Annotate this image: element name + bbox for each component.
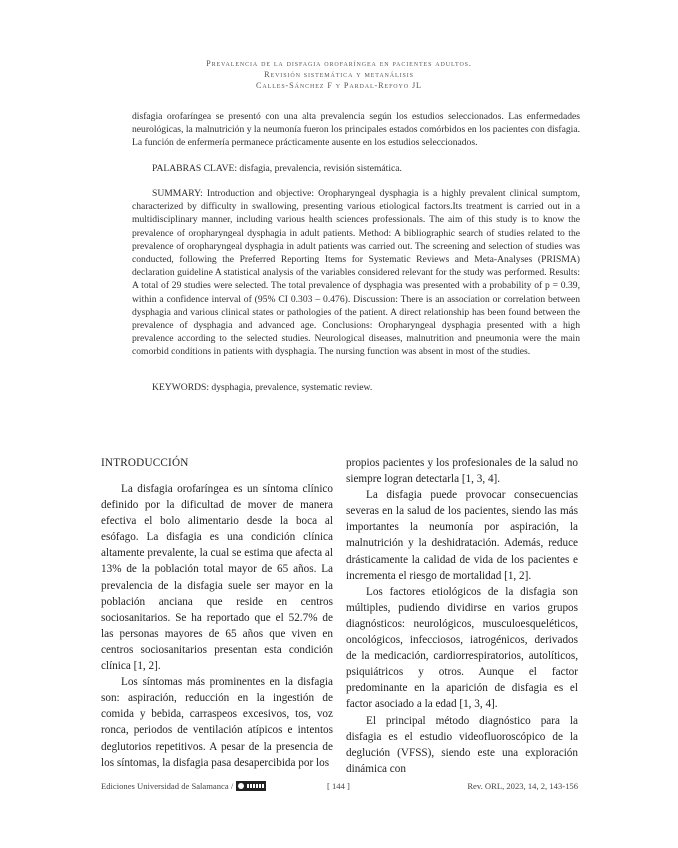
footer-publisher-text: Ediciones Universidad de Salamanca / [101, 781, 234, 791]
journal-citation: Rev. ORL, 2023, 14, 2, 143-156 [467, 781, 578, 791]
page-footer [101, 781, 578, 795]
running-head-subtitle: Revisión sistemática y metanálisis [264, 70, 414, 79]
running-head-title: Prevalencia de la disfagia orofaríngea en pacientes adultos. [206, 59, 472, 68]
running-head [0, 58, 678, 91]
keywords-spanish-text: PALABRAS CLAVE: disfagia, prevalencia, revisión sistemática. [152, 163, 402, 174]
cc-license-icon[interactable] [236, 781, 266, 791]
keywords-english-text: KEYWORDS: dysphagia, prevalence, systematic review. [152, 382, 373, 393]
keywords-spanish [132, 162, 580, 175]
body-paragraph: La disfagia orofaríngea es un síntoma clínico definido por la dificultad de mover de manera efectiva el bolo alimentario desde la boca al esófago. La disfagia es una condición clínica altamente prevalente, la cual se estima que afecta al 13% de la población total mayor de 65 años. La prevalencia de la disfagia suele ser mayor en la población anciana que reside en centros sociosanitarios. Se ha reportado que el 52.7% de las personas mayores de 65 años que viven en centros sociosanitarios presentan esta condición clínica [1, 2]. [101, 483, 333, 673]
body-column-left [101, 455, 333, 771]
body-paragraph: Los síntomas más prominentes en la disfagia son: aspiración, reducción en la ingestión de comida y bebida, carraspeos excesivos, tos, voz ronca, periodos de ventilación atípicos e intentos deglutorios repetitivos. A pesar de la presencia de los síntomas, la disfagia pasa desapercibida por los [101, 676, 333, 769]
abstract-continuation [132, 110, 580, 150]
english-summary [132, 187, 580, 359]
body-paragraph: La disfagia puede provocar consecuencias severas en la salud de los pacientes, siendo las más importantes la neumonía por aspiración, la malnutrición y la deshidratación. Además, reduce drásticamente la calidad de vida de los pacientes e incrementa el riesgo de mortalidad [1, 2]. [346, 489, 578, 582]
page-number: [ 144 ] [327, 781, 350, 791]
footer-publisher [101, 781, 266, 792]
section-title: INTRODUCCIÓN [101, 457, 189, 469]
body-column-right [346, 455, 578, 777]
running-head-authors: Calles-Sánchez F y Pardal-Refoyo JL [256, 81, 422, 90]
body-paragraph: Los factores etiológicos de la disfagia son múltiples, pudiendo dividirse en varios grupos diagnósticos: neurológicos, musculoesqueléticos, oncológicos, infecciosos, iatrogénicos, derivados de la medicación, cardiorrespiratorios, autolíticos, psiquiátricos y otros. Aunque el factor predominante en la aparición de disfagia es el factor asociado a la edad [1, 3, 4]. [346, 585, 578, 711]
body-paragraph: El principal método diagnóstico para la disfagia es el estudio videofluoroscópico de la deglución (VFSS), siendo este una exploración dinámica con [346, 714, 578, 775]
english-summary-text: SUMMARY: Introduction and objective: Oropharyngeal dysphagia is a highly prevalent clinical sumptom, characterized by difficulty in swallowing, presenting various etiological factors.Its treatment is carried out in a multidisciplinary manner, including various health sciences professionals. The aim of this study is to know the prevalence of oropharyngeal dysphagia in adult patients. Method: A bibliographic search of studies related to the prevalence of oropharyngeal dysphagia in adult patients was carried out. The screening and selection of studies was conducted, following the Preferred Reporting Items for Systematic Reviews and Meta-Analyses (PRISMA) declaration guideline A statistical analysis of the variables considered relevant for the study was performed. Results: A total of 29 studies were selected. The total prevalence of dysphagia was presented with a probability of p = 0.39, within a confidence interval of (95% CI 0.303 – 0.476). Discussion: There is an association or correlation between dysphagia and various clinical states or pathologies of the patient. A direct relationship has been found between the prevalence of dysphagia and advanced age. Conclusions: Oropharyngeal dysphagia presented with a high prevalence according to the selected studies. Neurological diseases, malnutrition and pneumonia were the main comorbid conditions in patients with dysphagia. The nursing function was absent in most of the studies. [132, 188, 580, 358]
body-paragraph-continuation: propios pacientes y los profesionales de la salud no siempre logran detectarla [1, 3, 4]. [346, 457, 578, 486]
keywords-english [132, 381, 580, 394]
abstract-text: disfagia orofaríngea se presentó con una alta prevalencia según los estudios seleccionados. Las enfermedades neurológicas, la malnutrición y la neumonía fueron los principales estados comórbidos en los pacientes con disfagia. La función de enfermería permanece prácticamente ausente en los estudios seleccionados. [132, 111, 580, 149]
